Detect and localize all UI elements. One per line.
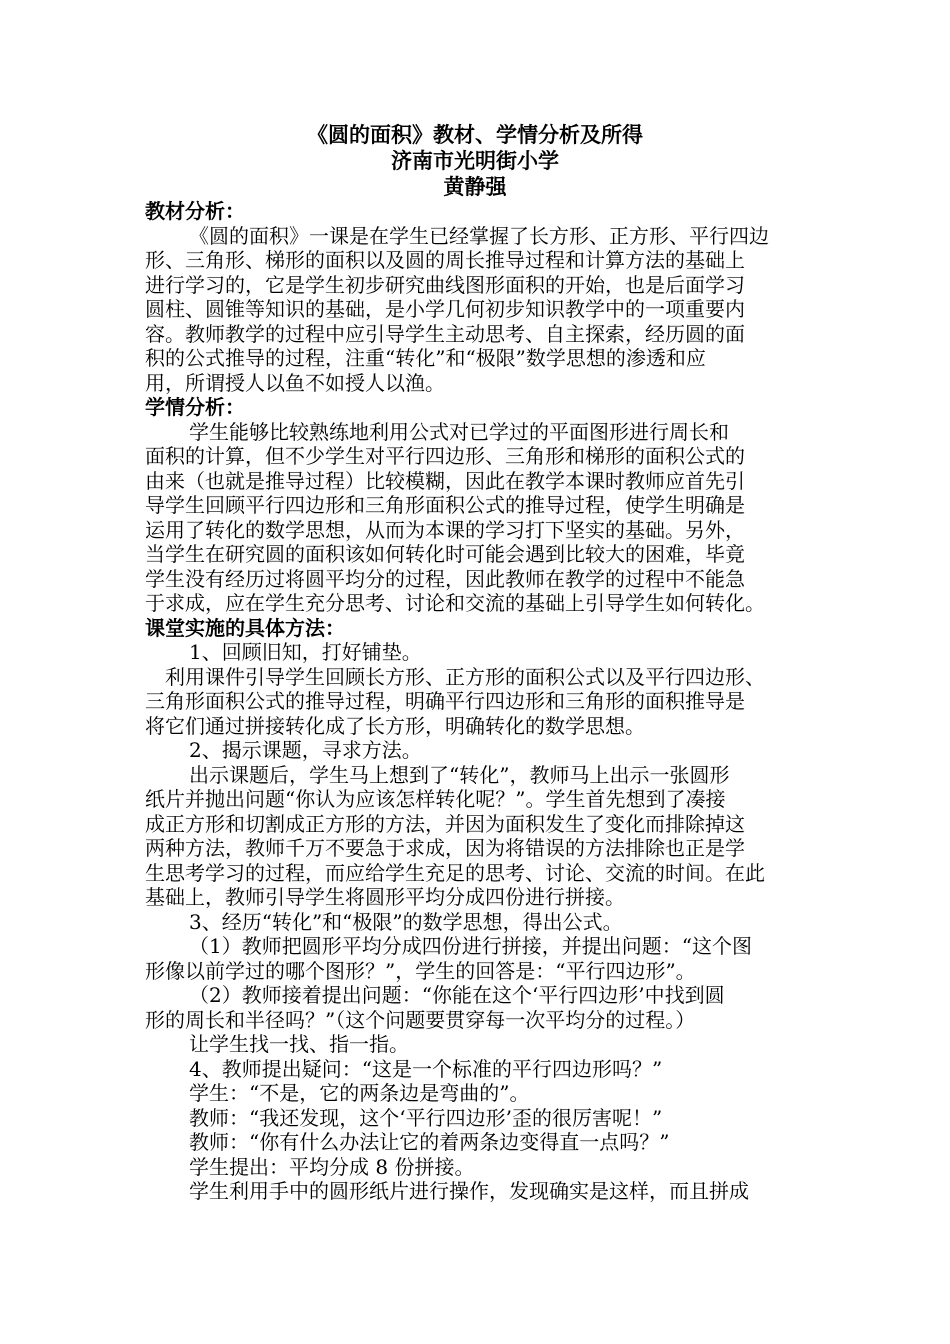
- paragraph-line: 纸片并抛出问题“你认为应该怎样转化呢？”。学生首先想到了凑接: [145, 787, 726, 811]
- paragraph-line: 让学生找一找、指一指。: [189, 1032, 409, 1056]
- list-item: 2、揭示课题，寻求方法。: [189, 738, 422, 762]
- paragraph-line: 基础上，教师引导学生将圆形平均分成四份进行拼接。: [145, 885, 625, 909]
- paragraph-line: 用，所谓授人以鱼不如授人以渔。: [145, 370, 445, 395]
- paragraph-line: 形、三角形、梯形的面积以及圆的周长推导过程和计算方法的基础上: [145, 248, 745, 272]
- paragraph-line: 圆柱、圆锥等知识的基础，是小学几何初步知识教学中的一项重要内: [145, 297, 745, 321]
- paragraph-line: 容。教师教学的过程中应引导学生主动思考、自主探索，经历圆的面: [145, 321, 745, 346]
- section-heading-textbook-analysis: 教材分析：: [145, 199, 245, 223]
- paragraph-line: 利用课件引导学生回顾长方形、正方形的面积公式以及平行四边形、: [165, 664, 765, 689]
- paragraph-line: 形的周长和半径吗？”（这个问题要贯穿每一次平均分的过程。）: [145, 1007, 696, 1032]
- paragraph-line: 三角形面积公式的推导过程，明确平行四边形和三角形的面积推导是: [145, 689, 745, 713]
- paragraph-line: 于求成，应在学生充分思考、讨论和交流的基础上引导学生如何转化。: [145, 591, 765, 615]
- paragraph-line: 由来（也就是推导过程）比较模糊，因此在教学本课时教师应首先引: [145, 468, 745, 493]
- paragraph-line: 进行学习的，它是学生初步研究曲线图形面积的开始，也是后面学习: [145, 272, 745, 297]
- paragraph-line: 成正方形和切割成正方形的方法，并因为面积发生了变化而排除掉这: [145, 811, 745, 836]
- paragraph-line: 生思考学习的过程，而应给学生充足的思考、讨论、交流的时间。在此: [145, 860, 765, 885]
- document-body: [145, 199, 825, 1204]
- paragraph-line: 学生能够比较熟练地利用公式对已学过的平面图形进行周长和: [189, 419, 729, 444]
- paragraph-line: 积的公式推导的过程，注重“转化”和“极限”数学思想的渗透和应: [145, 346, 706, 370]
- dialogue-line: 教师：“我还发现，这个‘平行四边形’歪的很厉害呢！”: [189, 1105, 663, 1130]
- section-heading-student-analysis: 学情分析：: [145, 395, 245, 419]
- paragraph-line: 当学生在研究圆的面积该如何转化时可能会遇到比较大的困难，毕竟: [145, 542, 745, 566]
- paragraph-line: 两种方法，教师千万不要急于求成，因为将错误的方法排除也正是学: [145, 836, 745, 860]
- school-name: 济南市光明街小学: [391, 148, 559, 173]
- paragraph-line: 运用了转化的数学思想，从而为本课的学习打下坚实的基础。另外，: [145, 517, 745, 542]
- paragraph-line: 学生没有经历过将圆平均分的过程，因此教师在教学的过程中不能急: [145, 566, 745, 591]
- list-item: 4、教师提出疑问：“这是一个标准的平行四边形吗？”: [189, 1056, 663, 1081]
- author-name: 黄静强: [443, 174, 507, 199]
- paragraph-line: （2）教师接着提出问题：“你能在这个‘平行四边形’中找到圆: [189, 983, 725, 1007]
- paragraph-line: （1）教师把圆形平均分成四份进行拼接，并提出问题：“这个图: [189, 934, 752, 958]
- paragraph-line: 形像以前学过的哪个图形？”，学生的回答是：“平行四边形”。: [145, 958, 696, 983]
- section-heading-classroom-methods: 课堂实施的具体方法：: [145, 615, 345, 640]
- paragraph-line: 《圆的面积》一课是在学生已经掌握了长方形、正方形、平行四边: [189, 223, 769, 248]
- document-title: 《圆的面积》教材、学情分析及所得: [307, 122, 643, 147]
- list-item: 1、回顾旧知，打好铺垫。: [189, 640, 422, 664]
- paragraph-line: 学生利用手中的圆形纸片进行操作，发现确实是这样，而且拼成: [189, 1179, 749, 1203]
- paragraph-line: 导学生回顾平行四边形和三角形面积公式的推导过程，使学生明确是: [145, 493, 745, 517]
- paragraph-line: 将它们通过拼接转化成了长方形，明确转化的数学思想。: [145, 713, 645, 738]
- dialogue-line: 学生：“不是，它的两条边是弯曲的”。: [189, 1081, 530, 1105]
- list-item: 3、经历“转化”和“极限”的数学思想，得出公式。: [189, 909, 623, 934]
- title-block: [0, 122, 950, 200]
- dialogue-line: 教师：“你有什么办法让它的着两条边变得直一点吗？”: [189, 1130, 670, 1154]
- paragraph-line: 出示课题后，学生马上想到了“转化”，教师马上出示一张圆形: [189, 762, 730, 787]
- dialogue-line: 学生提出：平均分成 8 份拼接。: [189, 1154, 475, 1179]
- paragraph-line: 面积的计算，但不少学生对平行四边形、三角形和梯形的面积公式的: [145, 444, 745, 468]
